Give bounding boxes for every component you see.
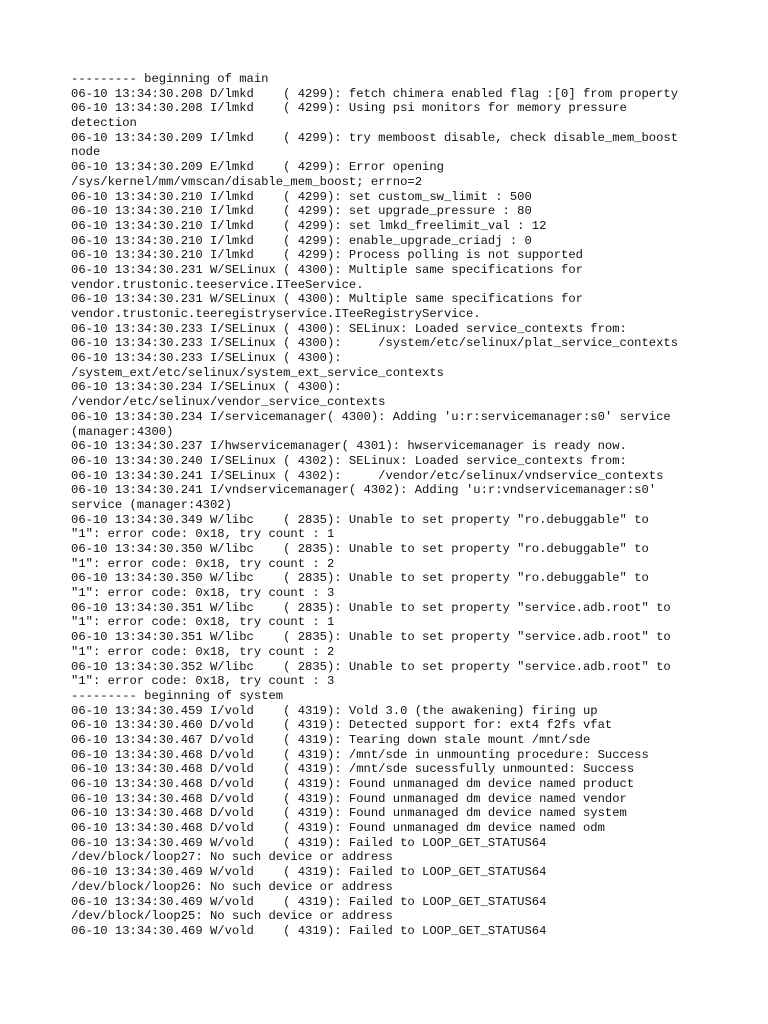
log-line: "1": error code: 0x18, try count : 2 (71, 644, 335, 659)
log-line: /dev/block/loop27: No such device or address (71, 850, 393, 865)
log-line: /sys/kernel/mm/vmscan/disable_mem_boost; errno=2 (71, 174, 423, 189)
log-line: 06-10 13:34:30.234 I/SELinux ( 4300): (71, 380, 342, 395)
log-line: /system_ext/etc/selinux/system_ext_service_contexts (71, 365, 444, 380)
log-line: 06-10 13:34:30.233 I/SELinux ( 4300): SELinux: Loaded service_contexts from: (71, 321, 627, 336)
log-line: 06-10 13:34:30.233 I/SELinux ( 4300): /system/etc/selinux/plat_service_contexts (71, 336, 679, 351)
log-line: 06-10 13:34:30.233 I/SELinux ( 4300): (71, 351, 342, 366)
log-line: 06-10 13:34:30.351 W/libc ( 2835): Unable to set property "service.adb.root" to (71, 600, 671, 615)
log-line: node (71, 145, 101, 160)
log-line: vendor.trustonic.teeservice.ITeeService. (71, 277, 364, 292)
log-line: 06-10 13:34:30.460 D/vold ( 4319): Detected support for: ext4 f2fs vfat (71, 718, 613, 733)
log-line: 06-10 13:34:30.209 E/lmkd ( 4299): Error opening (71, 160, 444, 175)
log-line: 06-10 13:34:30.208 I/lmkd ( 4299): Using psi monitors for memory pressure (71, 101, 627, 116)
log-line: 06-10 13:34:30.210 I/lmkd ( 4299): set custom_sw_limit : 500 (71, 189, 532, 204)
log-line: /dev/block/loop26: No such device or address (71, 879, 393, 894)
log-line: 06-10 13:34:30.469 W/vold ( 4319): Failed to LOOP_GET_STATUS64 (71, 923, 547, 938)
log-document (71, 72, 761, 939)
log-line: "1": error code: 0x18, try count : 3 (71, 674, 335, 689)
log-line: "1": error code: 0x18, try count : 1 (71, 527, 335, 542)
log-line: 06-10 13:34:30.351 W/libc ( 2835): Unable to set property "service.adb.root" to (71, 630, 671, 645)
log-line: 06-10 13:34:30.241 I/SELinux ( 4302): /vendor/etc/selinux/vndservice_contexts (71, 468, 664, 483)
log-line: "1": error code: 0x18, try count : 3 (71, 586, 335, 601)
log-line: 06-10 13:34:30.469 W/vold ( 4319): Failed to LOOP_GET_STATUS64 (71, 865, 547, 880)
log-line: /vendor/etc/selinux/vendor_service_contexts (71, 395, 386, 410)
log-line: --------- beginning of main (71, 72, 269, 86)
log-line: 06-10 13:34:30.352 W/libc ( 2835): Unable to set property "service.adb.root" to (71, 659, 671, 674)
log-line: 06-10 13:34:30.459 I/vold ( 4319): Vold 3.0 (the awakening) firing up (71, 703, 598, 718)
log-line: 06-10 13:34:30.468 D/vold ( 4319): Found unmanaged dm device named system (71, 806, 627, 821)
log-line: 06-10 13:34:30.210 I/lmkd ( 4299): Process polling is not supported (71, 248, 583, 263)
log-line: vendor.trustonic.teeregistryservice.ITeeRegistryService. (71, 307, 481, 321)
log-line: 06-10 13:34:30.210 I/lmkd ( 4299): set lmkd_freelimit_val : 12 (71, 218, 547, 233)
log-line: 06-10 13:34:30.468 D/vold ( 4319): Found unmanaged dm device named product (71, 777, 635, 791)
log-line: 06-10 13:34:30.208 D/lmkd ( 4299): fetch chimera enabled flag :[0] from property (71, 86, 679, 101)
log-line: 06-10 13:34:30.467 D/vold ( 4319): Tearing down stale mount /mnt/sde (71, 732, 591, 747)
log-line: 06-10 13:34:30.350 W/libc ( 2835): Unable to set property "ro.debuggable" to (71, 542, 649, 556)
log-line: 06-10 13:34:30.234 I/servicemanager( 4300): Adding 'u:r:servicemanager:s0' service (71, 409, 671, 424)
log-line: "1": error code: 0x18, try count : 2 (71, 556, 335, 571)
log-line: 06-10 13:34:30.231 W/SELinux ( 4300): Multiple same specifications for (71, 262, 583, 277)
log-line: 06-10 13:34:30.241 I/vndservicemanager( 4302): Adding 'u:r:vndservicemanager:s0' (71, 483, 657, 498)
log-line: 06-10 13:34:30.468 D/vold ( 4319): /mnt/sde in unmounting procedure: Success (71, 747, 649, 762)
log-line: 06-10 13:34:30.349 W/libc ( 2835): Unable to set property "ro.debuggable" to (71, 512, 649, 527)
log-line: service (manager:4302) (71, 497, 232, 512)
log-line: 06-10 13:34:30.468 D/vold ( 4319): Found unmanaged dm device named odm (71, 821, 605, 836)
log-line: (manager:4300) (71, 424, 174, 439)
log-line: "1": error code: 0x18, try count : 1 (71, 615, 335, 630)
log-line: 06-10 13:34:30.210 I/lmkd ( 4299): enable_upgrade_criadj : 0 (71, 233, 532, 248)
log-line: 06-10 13:34:30.210 I/lmkd ( 4299): set upgrade_pressure : 80 (71, 204, 532, 219)
log-line: 06-10 13:34:30.469 W/vold ( 4319): Failed to LOOP_GET_STATUS64 (71, 894, 547, 909)
log-line: 06-10 13:34:30.237 I/hwservicemanager( 4301): hwservicemanager is ready now. (71, 439, 627, 454)
log-line: 06-10 13:34:30.240 I/SELinux ( 4302): SELinux: Loaded service_contexts from: (71, 453, 627, 468)
log-line: 06-10 13:34:30.468 D/vold ( 4319): Found unmanaged dm device named vendor (71, 791, 627, 806)
log-line: 06-10 13:34:30.231 W/SELinux ( 4300): Multiple same specifications for (71, 292, 583, 307)
log-line: detection (71, 116, 137, 131)
log-line: 06-10 13:34:30.209 I/lmkd ( 4299): try memboost disable, check disable_mem_boost (71, 130, 679, 145)
log-line: 06-10 13:34:30.469 W/vold ( 4319): Failed to LOOP_GET_STATUS64 (71, 835, 547, 850)
log-line: 06-10 13:34:30.468 D/vold ( 4319): /mnt/sde sucessfully unmounted: Success (71, 762, 635, 777)
log-line: --------- beginning of system (71, 688, 284, 703)
log-line: 06-10 13:34:30.350 W/libc ( 2835): Unable to set property "ro.debuggable" to (71, 571, 649, 586)
log-line: /dev/block/loop25: No such device or address (71, 909, 393, 924)
